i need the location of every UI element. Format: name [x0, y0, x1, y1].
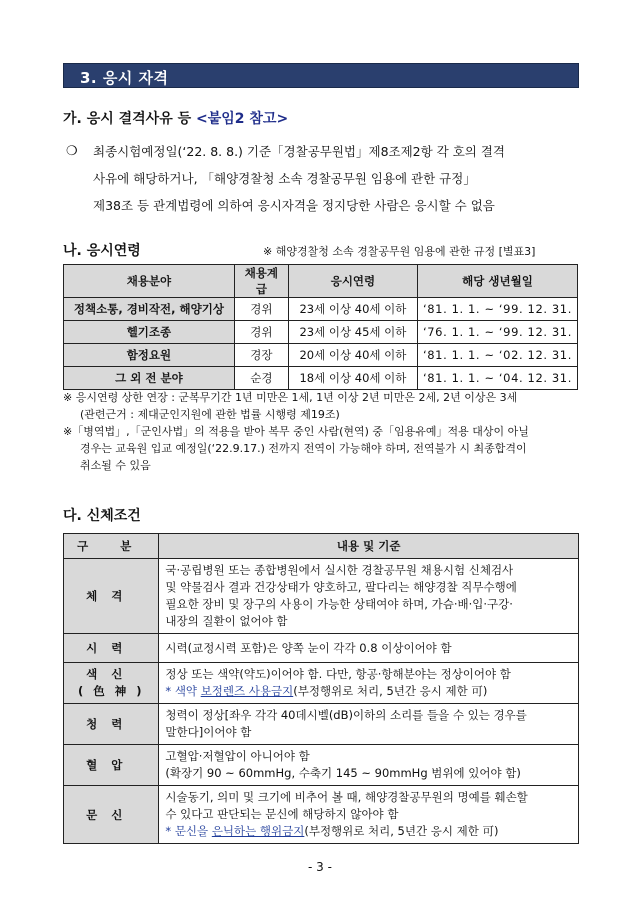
body-line: 말한다]이어야 함 [165, 725, 252, 739]
table-cell-category: 체격 [64, 559, 159, 634]
table-cell: 함정요원 [64, 344, 235, 367]
body-line: 청력이 정상[좌우 각각 40데시벨(dB)이하의 소리를 들을 수 있는 경우를 [165, 708, 527, 722]
body-line [165, 683, 572, 700]
table-cell-body [159, 559, 579, 634]
table-header: 채용계급 [234, 265, 288, 298]
part-c-heading: 다. 신체조건 [63, 508, 141, 524]
part-a-heading-row [63, 108, 288, 128]
note-suffix: (부정행위로 처리, 5년간 응시 제한 可) [293, 684, 488, 698]
table-row [64, 298, 578, 321]
table-header: 구 분 [64, 534, 159, 559]
table-row [64, 367, 578, 390]
section-title: 3. 응시 자격 [80, 69, 169, 87]
note-line: ※「병역법」,「군인사법」의 적용을 받아 복무 중인 사람(현역) 중「임용유예」적용 대상이 아닐 [63, 425, 529, 438]
table-row [64, 704, 579, 745]
bullet-icon: ❍ [66, 144, 78, 159]
table-row [64, 634, 579, 663]
table-cell: 정책소통, 경비작전, 해양기상 [64, 298, 235, 321]
body-line: 필요한 장비 및 장구의 사용이 가능한 상태여야 하며, 가슴·배·입·구강· [165, 597, 513, 611]
note-line: ※ 응시연령 상한 연장 : 군복무기간 1년 미만은 1세, 1년 이상 2년 미만은 2세, 2년 이상은 3세 [63, 391, 518, 404]
table-cell-category: 청력 [64, 704, 159, 745]
physical-table [63, 533, 579, 844]
part-a-line: 사유에 해당하거나, 「해양경찰청 소속 경찰공무원 임용에 관한 규정」 [93, 171, 476, 186]
table-header: 내용 및 기준 [159, 534, 579, 559]
table-cell: 20세 이상 40세 이하 [288, 344, 417, 367]
table-row [64, 786, 579, 844]
blue-note: * 색약 [165, 684, 201, 698]
table-cell: ‘76. 1. 1. ~ ‘99. 12. 31. [417, 321, 577, 344]
table-cell: 헬기조종 [64, 321, 235, 344]
part-b-heading: 나. 응시연령 [63, 243, 141, 259]
table-cell-body [159, 745, 579, 786]
part-a-paragraph [93, 138, 593, 219]
table-cell: 23세 이상 40세 이하 [288, 298, 417, 321]
table-header: 해당 생년월일 [417, 265, 577, 298]
note-suffix: (부정행위로 처리, 5년간 응시 제한 可) [304, 824, 499, 838]
table-header: 채용분야 [64, 265, 235, 298]
table-row [64, 663, 579, 704]
table-row [64, 559, 579, 634]
table-cell-body [159, 704, 579, 745]
table-row [64, 344, 578, 367]
table-cell: ‘81. 1. 1. ~ ‘02. 12. 31. [417, 344, 577, 367]
page-number: - 3 - [308, 860, 332, 874]
table-cell: 경위 [234, 298, 288, 321]
table-cell-category: 문신 [64, 786, 159, 844]
note-line: (관련근거 : 제대군인지원에 관한 법률 시행령 제19조) [80, 408, 340, 421]
table-cell: 그 외 전 분야 [64, 367, 235, 390]
body-line: 및 약물검사 결과 건강상태가 양호하고, 팔다리는 해양경찰 직무수행에 [165, 580, 517, 594]
age-table [63, 264, 578, 390]
table-header-row [64, 534, 579, 559]
blue-note: * 문신을 [165, 824, 212, 838]
table-row [64, 745, 579, 786]
table-row [64, 321, 578, 344]
blue-note-underlined: 보정렌즈 사용금지 [200, 684, 294, 698]
part-a-heading: 가. 응시 결격사유 등 [63, 111, 192, 127]
table-header-row [64, 265, 578, 298]
body-line: 내장의 질환이 없어야 함 [165, 614, 288, 628]
section-header [63, 63, 579, 88]
body-line [165, 823, 572, 840]
category-sub: ( 色 神 ) [77, 684, 145, 698]
note-line: 경우는 교육원 입교 예정일(‘22.9.17.) 전까지 전역이 가능해야 하며, 전역불가 시 최종합격이 [80, 442, 527, 455]
table-cell: 18세 이상 40세 이하 [288, 367, 417, 390]
part-b-note-right: ※ 해양경찰청 소속 경찰공무원 임용에 관한 규정 [별표3] [263, 245, 536, 258]
table-cell: 23세 이상 45세 이하 [288, 321, 417, 344]
body-line: 수 있다고 판단되는 문신에 해당하지 않아야 함 [165, 807, 399, 821]
table-cell: 경위 [234, 321, 288, 344]
part-a-line: 최종시험예정일(‘22. 8. 8.) 기준「경찰공무원법」제8조제2항 각 호의 결격 [93, 144, 506, 159]
table-cell: ‘81. 1. 1. ~ ‘99. 12. 31. [417, 298, 577, 321]
part-a-ref: <붙임2 참고> [196, 111, 289, 127]
body-line: 고혈압·저혈압이 아니어야 함 [165, 749, 310, 763]
table-cell-category: 혈압 [64, 745, 159, 786]
table-cell-body [159, 786, 579, 844]
table-cell: 순경 [234, 367, 288, 390]
table-cell: 경장 [234, 344, 288, 367]
table-cell: ‘81. 1. 1. ~ ‘04. 12. 31. [417, 367, 577, 390]
body-line: 시력(교정시력 포함)은 양쪽 눈이 각각 0.8 이상이어야 함 [165, 640, 452, 655]
body-line: 시술동기, 의미 및 크기에 비추어 볼 때, 해양경찰공무원의 명예를 훼손할 [165, 790, 528, 804]
table-header: 응시연령 [288, 265, 417, 298]
category-label: 색신 [86, 667, 137, 681]
body-line: 정상 또는 색약(약도)이어야 함. 다만, 항공·항해분야는 정상이어야 함 [165, 667, 511, 681]
part-a-line: 제38조 등 관계법령에 의하여 응시자격을 정지당한 사람은 응시할 수 없음 [93, 198, 495, 213]
table-cell-body [159, 663, 579, 704]
table-cell-category: 시력 [64, 634, 159, 663]
part-b-notes [63, 389, 583, 474]
table-cell-body [159, 634, 579, 663]
table-cell-category [64, 663, 159, 704]
body-line: (확장기 90 ~ 60mmHg, 수축기 145 ~ 90mmHg 범위에 있어야 함) [165, 766, 521, 780]
body-line: 국·공립병원 또는 종합병원에서 실시한 경찰공무원 채용시험 신체검사 [165, 563, 514, 577]
note-line: 취소될 수 있음 [80, 459, 151, 472]
blue-note-underlined: 은닉하는 행위금지 [211, 824, 305, 838]
